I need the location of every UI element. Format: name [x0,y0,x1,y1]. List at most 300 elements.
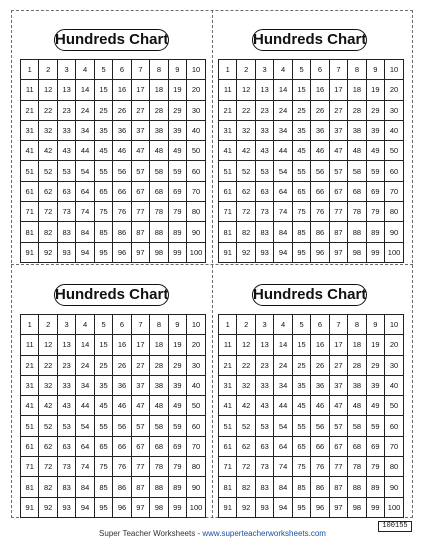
grid-row [21,416,206,436]
grid-cell: 34 [76,120,94,140]
grid-cell: 76 [311,202,329,222]
grid-row [21,100,206,120]
grid-cell: 78 [348,202,366,222]
grid-cell: 2 [237,60,255,80]
grid-cell: 29 [366,100,384,120]
grid-cell: 67 [329,181,347,201]
grid-cell: 73 [57,457,75,477]
grid-cell: 96 [113,242,131,262]
grid-cell: 75 [94,202,112,222]
footer-website-link[interactable]: www.superteacherworksheets.com [202,529,326,538]
grid-cell: 8 [348,315,366,335]
grid-row [219,315,404,335]
grid-cell: 15 [94,80,112,100]
grid-cell: 96 [311,242,329,262]
grid-cell: 50 [187,141,206,161]
grid-cell: 95 [292,242,310,262]
grid-cell: 73 [57,202,75,222]
grid-cell: 53 [57,161,75,181]
grid-cell: 7 [131,60,149,80]
grid-cell: 46 [113,396,131,416]
grid-cell: 95 [94,497,112,517]
grid-cell: 45 [292,396,310,416]
grid-cell: 37 [329,375,347,395]
grid-cell: 31 [21,375,39,395]
grid-cell: 99 [366,242,384,262]
grid-cell: 1 [219,315,237,335]
grid-cell: 60 [187,416,206,436]
number-grid [20,314,206,518]
grid-cell: 55 [94,416,112,436]
grid-cell: 18 [348,335,366,355]
grid-cell: 25 [292,355,310,375]
grid-cell: 31 [219,375,237,395]
grid-cell: 27 [329,355,347,375]
grid-cell: 78 [150,202,168,222]
grid-cell: 34 [76,375,94,395]
grid-cell: 74 [76,202,94,222]
grid-cell: 26 [311,100,329,120]
grid-cell: 29 [366,355,384,375]
grid-cell: 70 [187,436,206,456]
grid-cell: 46 [311,396,329,416]
grid-cell: 21 [21,100,39,120]
grid-cell: 37 [131,375,149,395]
grid-cell: 11 [21,80,39,100]
grid-cell: 9 [168,315,186,335]
hundreds-chart-card [16,271,206,516]
grid-cell: 5 [292,315,310,335]
grid-cell: 27 [131,355,149,375]
grid-row [219,100,404,120]
grid-cell: 84 [274,222,292,242]
grid-row [219,416,404,436]
grid-cell: 57 [131,161,149,181]
grid-cell: 94 [274,242,292,262]
grid-cell: 46 [311,141,329,161]
grid-cell: 97 [329,242,347,262]
grid-cell: 58 [150,161,168,181]
grid-cell: 17 [329,80,347,100]
grid-cell: 6 [113,315,131,335]
grid-row [21,335,206,355]
grid-cell: 71 [219,457,237,477]
grid-cell: 78 [348,457,366,477]
grid-cell: 59 [366,416,384,436]
grid-cell: 19 [168,335,186,355]
grid-cell: 33 [57,120,75,140]
grid-cell: 62 [39,436,57,456]
grid-cell: 20 [385,80,404,100]
grid-cell: 76 [113,457,131,477]
cut-line-horizontal [11,264,413,265]
grid-cell: 61 [219,436,237,456]
grid-cell: 48 [150,141,168,161]
grid-cell: 18 [150,80,168,100]
grid-cell: 49 [168,141,186,161]
grid-cell: 88 [150,222,168,242]
grid-row [21,202,206,222]
grid-cell: 24 [274,100,292,120]
grid-cell: 39 [168,120,186,140]
grid-cell: 95 [292,497,310,517]
grid-cell: 94 [76,242,94,262]
grid-cell: 7 [329,315,347,335]
grid-cell: 88 [348,222,366,242]
hundreds-chart-card [16,16,206,261]
grid-cell: 69 [366,436,384,456]
grid-cell: 69 [366,181,384,201]
chart-title: Hundreds Chart [54,29,169,51]
grid-cell: 36 [311,120,329,140]
grid-cell: 96 [311,497,329,517]
grid-cell: 61 [21,436,39,456]
grid-cell: 90 [385,222,404,242]
grid-cell: 65 [94,436,112,456]
grid-cell: 16 [311,335,329,355]
grid-cell: 68 [150,436,168,456]
grid-cell: 54 [274,161,292,181]
grid-cell: 74 [274,202,292,222]
grid-cell: 37 [329,120,347,140]
worksheet-code: 100155 [378,521,412,532]
grid-cell: 72 [39,202,57,222]
grid-cell: 82 [39,477,57,497]
grid-cell: 55 [292,161,310,181]
grid-cell: 4 [76,60,94,80]
grid-row [21,60,206,80]
grid-cell: 64 [76,181,94,201]
grid-cell: 36 [113,375,131,395]
grid-cell: 54 [274,416,292,436]
grid-cell: 45 [94,141,112,161]
grid-cell: 58 [348,161,366,181]
grid-cell: 3 [255,60,273,80]
grid-cell: 93 [255,242,273,262]
grid-cell: 60 [385,161,404,181]
grid-cell: 47 [131,141,149,161]
grid-cell: 2 [237,315,255,335]
grid-cell: 91 [219,497,237,517]
grid-cell: 77 [131,202,149,222]
grid-cell: 15 [292,335,310,355]
grid-cell: 51 [219,161,237,181]
grid-cell: 34 [274,120,292,140]
grid-cell: 8 [150,315,168,335]
grid-cell: 77 [131,457,149,477]
grid-cell: 82 [237,477,255,497]
grid-row [219,202,404,222]
grid-cell: 38 [150,375,168,395]
grid-cell: 19 [366,335,384,355]
footer-credit [0,529,425,538]
grid-cell: 19 [168,80,186,100]
grid-cell: 24 [76,100,94,120]
grid-cell: 5 [292,60,310,80]
grid-cell: 91 [21,242,39,262]
grid-cell: 40 [187,120,206,140]
grid-cell: 17 [329,335,347,355]
grid-row [21,497,206,517]
grid-row [219,80,404,100]
grid-cell: 79 [168,202,186,222]
grid-cell: 23 [57,355,75,375]
grid-cell: 80 [187,457,206,477]
grid-cell: 53 [57,416,75,436]
grid-cell: 35 [94,375,112,395]
grid-cell: 9 [366,315,384,335]
grid-cell: 26 [113,355,131,375]
grid-cell: 47 [329,141,347,161]
grid-cell: 89 [366,222,384,242]
grid-cell: 70 [385,181,404,201]
grid-row [21,375,206,395]
grid-cell: 31 [21,120,39,140]
grid-cell: 75 [292,202,310,222]
grid-cell: 13 [255,80,273,100]
footer-credit-text: Super Teacher Worksheets - [99,529,203,538]
grid-cell: 49 [366,141,384,161]
grid-cell: 99 [168,497,186,517]
grid-cell: 44 [76,396,94,416]
grid-cell: 44 [274,141,292,161]
grid-cell: 83 [57,477,75,497]
grid-cell: 21 [219,355,237,375]
grid-cell: 85 [94,477,112,497]
number-grid [20,59,206,263]
grid-cell: 50 [187,396,206,416]
grid-cell: 32 [237,120,255,140]
grid-cell: 100 [187,242,206,262]
grid-cell: 18 [348,80,366,100]
grid-cell: 68 [150,181,168,201]
grid-cell: 87 [329,477,347,497]
grid-cell: 90 [187,477,206,497]
grid-cell: 7 [329,60,347,80]
grid-cell: 96 [113,497,131,517]
grid-cell: 6 [311,60,329,80]
grid-cell: 22 [237,100,255,120]
grid-cell: 93 [57,497,75,517]
grid-row [21,120,206,140]
grid-cell: 66 [113,436,131,456]
grid-cell: 60 [385,416,404,436]
grid-cell: 94 [76,497,94,517]
grid-cell: 83 [255,477,273,497]
grid-cell: 83 [57,222,75,242]
grid-cell: 75 [94,457,112,477]
grid-cell: 89 [168,222,186,242]
grid-cell: 55 [292,416,310,436]
grid-cell: 59 [168,161,186,181]
grid-cell: 64 [274,181,292,201]
grid-cell: 39 [366,375,384,395]
chart-title: Hundreds Chart [252,29,367,51]
grid-row [21,457,206,477]
grid-cell: 35 [292,375,310,395]
grid-cell: 4 [76,315,94,335]
grid-row [21,181,206,201]
grid-cell: 43 [57,141,75,161]
grid-cell: 3 [57,60,75,80]
grid-cell: 18 [150,335,168,355]
grid-cell: 10 [385,60,404,80]
grid-cell: 32 [39,120,57,140]
grid-cell: 44 [76,141,94,161]
grid-cell: 81 [219,477,237,497]
grid-cell: 52 [39,161,57,181]
grid-cell: 69 [168,181,186,201]
grid-cell: 52 [39,416,57,436]
grid-cell: 3 [255,315,273,335]
grid-cell: 65 [292,436,310,456]
grid-cell: 23 [255,100,273,120]
grid-cell: 5 [94,315,112,335]
grid-row [219,375,404,395]
grid-cell: 45 [94,396,112,416]
grid-cell: 9 [366,60,384,80]
grid-row [219,60,404,80]
grid-cell: 78 [150,457,168,477]
grid-cell: 53 [255,416,273,436]
grid-cell: 42 [39,396,57,416]
grid-cell: 50 [385,141,404,161]
grid-cell: 30 [385,100,404,120]
grid-cell: 54 [76,416,94,436]
grid-cell: 76 [311,457,329,477]
grid-cell: 51 [219,416,237,436]
grid-cell: 36 [113,120,131,140]
grid-cell: 56 [113,161,131,181]
grid-cell: 80 [187,202,206,222]
grid-cell: 80 [385,202,404,222]
grid-cell: 41 [21,396,39,416]
grid-cell: 86 [311,477,329,497]
grid-cell: 2 [39,60,57,80]
grid-cell: 71 [219,202,237,222]
grid-cell: 33 [57,375,75,395]
grid-cell: 100 [385,242,404,262]
grid-cell: 21 [21,355,39,375]
grid-cell: 38 [150,120,168,140]
grid-cell: 24 [76,355,94,375]
grid-cell: 43 [255,396,273,416]
grid-cell: 34 [274,375,292,395]
number-grid [218,59,404,263]
grid-cell: 40 [385,120,404,140]
grid-cell: 6 [311,315,329,335]
grid-cell: 63 [57,181,75,201]
grid-row [21,315,206,335]
hundreds-chart-card [214,271,404,516]
grid-cell: 22 [237,355,255,375]
grid-cell: 69 [168,436,186,456]
grid-cell: 25 [94,355,112,375]
number-grid [218,314,404,518]
grid-cell: 67 [329,436,347,456]
grid-cell: 63 [255,181,273,201]
grid-cell: 74 [76,457,94,477]
grid-row [21,477,206,497]
grid-cell: 48 [150,396,168,416]
grid-row [21,436,206,456]
grid-cell: 38 [348,120,366,140]
grid-cell: 16 [113,80,131,100]
grid-row [219,222,404,242]
grid-cell: 54 [76,161,94,181]
grid-cell: 52 [237,161,255,181]
grid-cell: 77 [329,202,347,222]
grid-cell: 81 [21,222,39,242]
grid-cell: 90 [385,477,404,497]
grid-cell: 73 [255,457,273,477]
grid-cell: 12 [237,80,255,100]
grid-cell: 26 [311,355,329,375]
grid-cell: 56 [113,416,131,436]
grid-cell: 92 [39,242,57,262]
grid-cell: 8 [150,60,168,80]
grid-cell: 45 [292,141,310,161]
grid-cell: 85 [94,222,112,242]
grid-row [21,355,206,375]
grid-cell: 31 [219,120,237,140]
grid-cell: 82 [39,222,57,242]
grid-cell: 91 [21,497,39,517]
grid-cell: 61 [21,181,39,201]
grid-cell: 86 [113,477,131,497]
grid-cell: 59 [366,161,384,181]
grid-cell: 13 [57,80,75,100]
grid-cell: 47 [329,396,347,416]
grid-cell: 42 [237,141,255,161]
grid-cell: 83 [255,222,273,242]
grid-cell: 30 [187,100,206,120]
grid-cell: 67 [131,436,149,456]
grid-cell: 73 [255,202,273,222]
grid-cell: 13 [255,335,273,355]
grid-cell: 19 [366,80,384,100]
grid-cell: 28 [348,355,366,375]
grid-cell: 98 [348,497,366,517]
grid-cell: 60 [187,161,206,181]
grid-cell: 72 [237,457,255,477]
chart-title: Hundreds Chart [252,284,367,306]
grid-row [21,222,206,242]
grid-cell: 91 [219,242,237,262]
grid-cell: 64 [76,436,94,456]
grid-cell: 93 [57,242,75,262]
grid-cell: 1 [21,60,39,80]
grid-cell: 25 [94,100,112,120]
grid-row [21,141,206,161]
grid-cell: 43 [57,396,75,416]
grid-cell: 16 [311,80,329,100]
grid-row [219,161,404,181]
grid-cell: 66 [311,181,329,201]
grid-cell: 40 [187,375,206,395]
grid-row [219,436,404,456]
grid-cell: 5 [94,60,112,80]
grid-row [219,242,404,262]
grid-cell: 68 [348,436,366,456]
grid-cell: 89 [168,477,186,497]
grid-cell: 90 [187,222,206,242]
grid-cell: 56 [311,416,329,436]
grid-cell: 21 [219,100,237,120]
grid-cell: 50 [385,396,404,416]
grid-row [219,457,404,477]
grid-cell: 62 [237,181,255,201]
